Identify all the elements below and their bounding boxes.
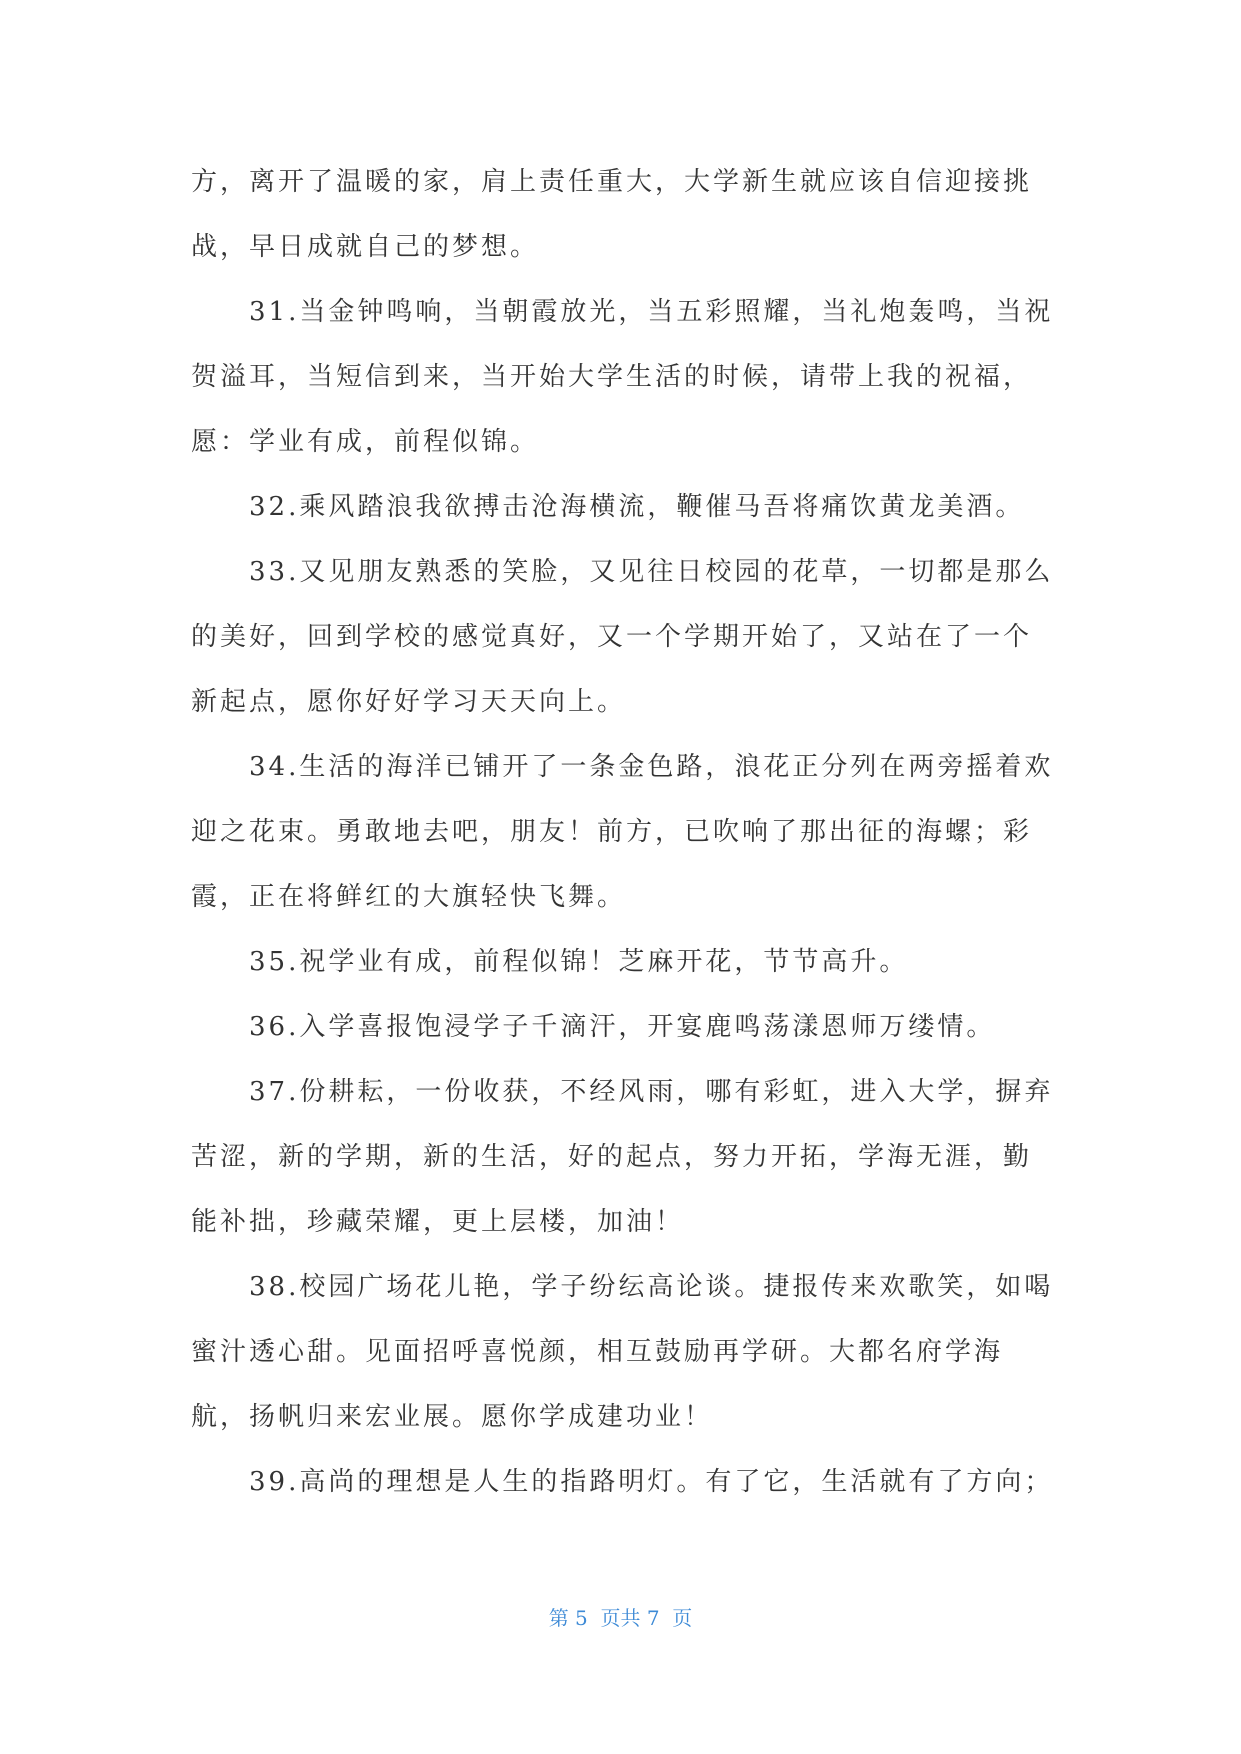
text-line: 33.又见朋友熟悉的笑脸，又见往日校园的花草，一切都是那么 [249, 557, 1054, 587]
text-line: 新起点，愿你好好学习天天向上。 [191, 687, 627, 717]
text-line: 37.份耕耘，一份收获，不经风雨，哪有彩虹，进入大学，摒弃 [249, 1077, 1054, 1107]
text-line: 贺溢耳，当短信到来，当开始大学生活的时候，请带上我的祝福， [191, 362, 1033, 392]
text-line: 34.生活的海洋已铺开了一条金色路，浪花正分列在两旁摇着欢 [249, 752, 1054, 782]
text-line: 能补拙，珍藏荣耀，更上层楼，加油！ [191, 1207, 685, 1237]
text-line: 苦涩，新的学期，新的生活，好的起点，努力开拓，学海无涯，勤 [191, 1142, 1033, 1172]
page-number-footer: 第 5 页共 7 页 [548, 1606, 693, 1630]
text-line: 32.乘风踏浪我欲搏击沧海横流，鞭催马吾将痛饮黄龙美酒。 [249, 492, 1025, 522]
text-line: 方，离开了温暖的家，肩上责任重大，大学新生就应该自信迎接挑 [191, 167, 1033, 197]
text-line: 31.当金钟鸣响，当朝霞放光，当五彩照耀，当礼炮轰鸣，当祝 [249, 297, 1054, 327]
text-line: 霞，正在将鲜红的大旗轻快飞舞。 [191, 882, 627, 912]
text-line: 战，早日成就自己的梦想。 [191, 232, 540, 262]
text-line: 39.高尚的理想是人生的指路明灯。有了它，生活就有了方向； [249, 1467, 1054, 1497]
text-line: 36.入学喜报饱浸学子千滴汗，开宴鹿鸣荡漾恩师万缕情。 [249, 1012, 996, 1042]
text-line: 迎之花束。勇敢地去吧，朋友！前方，已吹响了那出征的海螺；彩 [191, 817, 1033, 847]
text-line: 蜜汁透心甜。见面招呼喜悦颜，相互鼓励再学研。大都名府学海 [191, 1337, 1004, 1367]
text-line: 的美好，回到学校的感觉真好，又一个学期开始了，又站在了一个 [191, 622, 1033, 652]
text-line: 航，扬帆归来宏业展。愿你学成建功业！ [191, 1402, 714, 1432]
text-line: 愿：学业有成，前程似锦。 [191, 427, 540, 457]
text-line: 38.校园广场花儿艳，学子纷纭高论谈。捷报传来欢歌笑，如喝 [249, 1272, 1054, 1302]
document-body [191, 150, 1061, 1515]
text-line: 35.祝学业有成，前程似锦！芝麻开花，节节高升。 [249, 947, 909, 977]
